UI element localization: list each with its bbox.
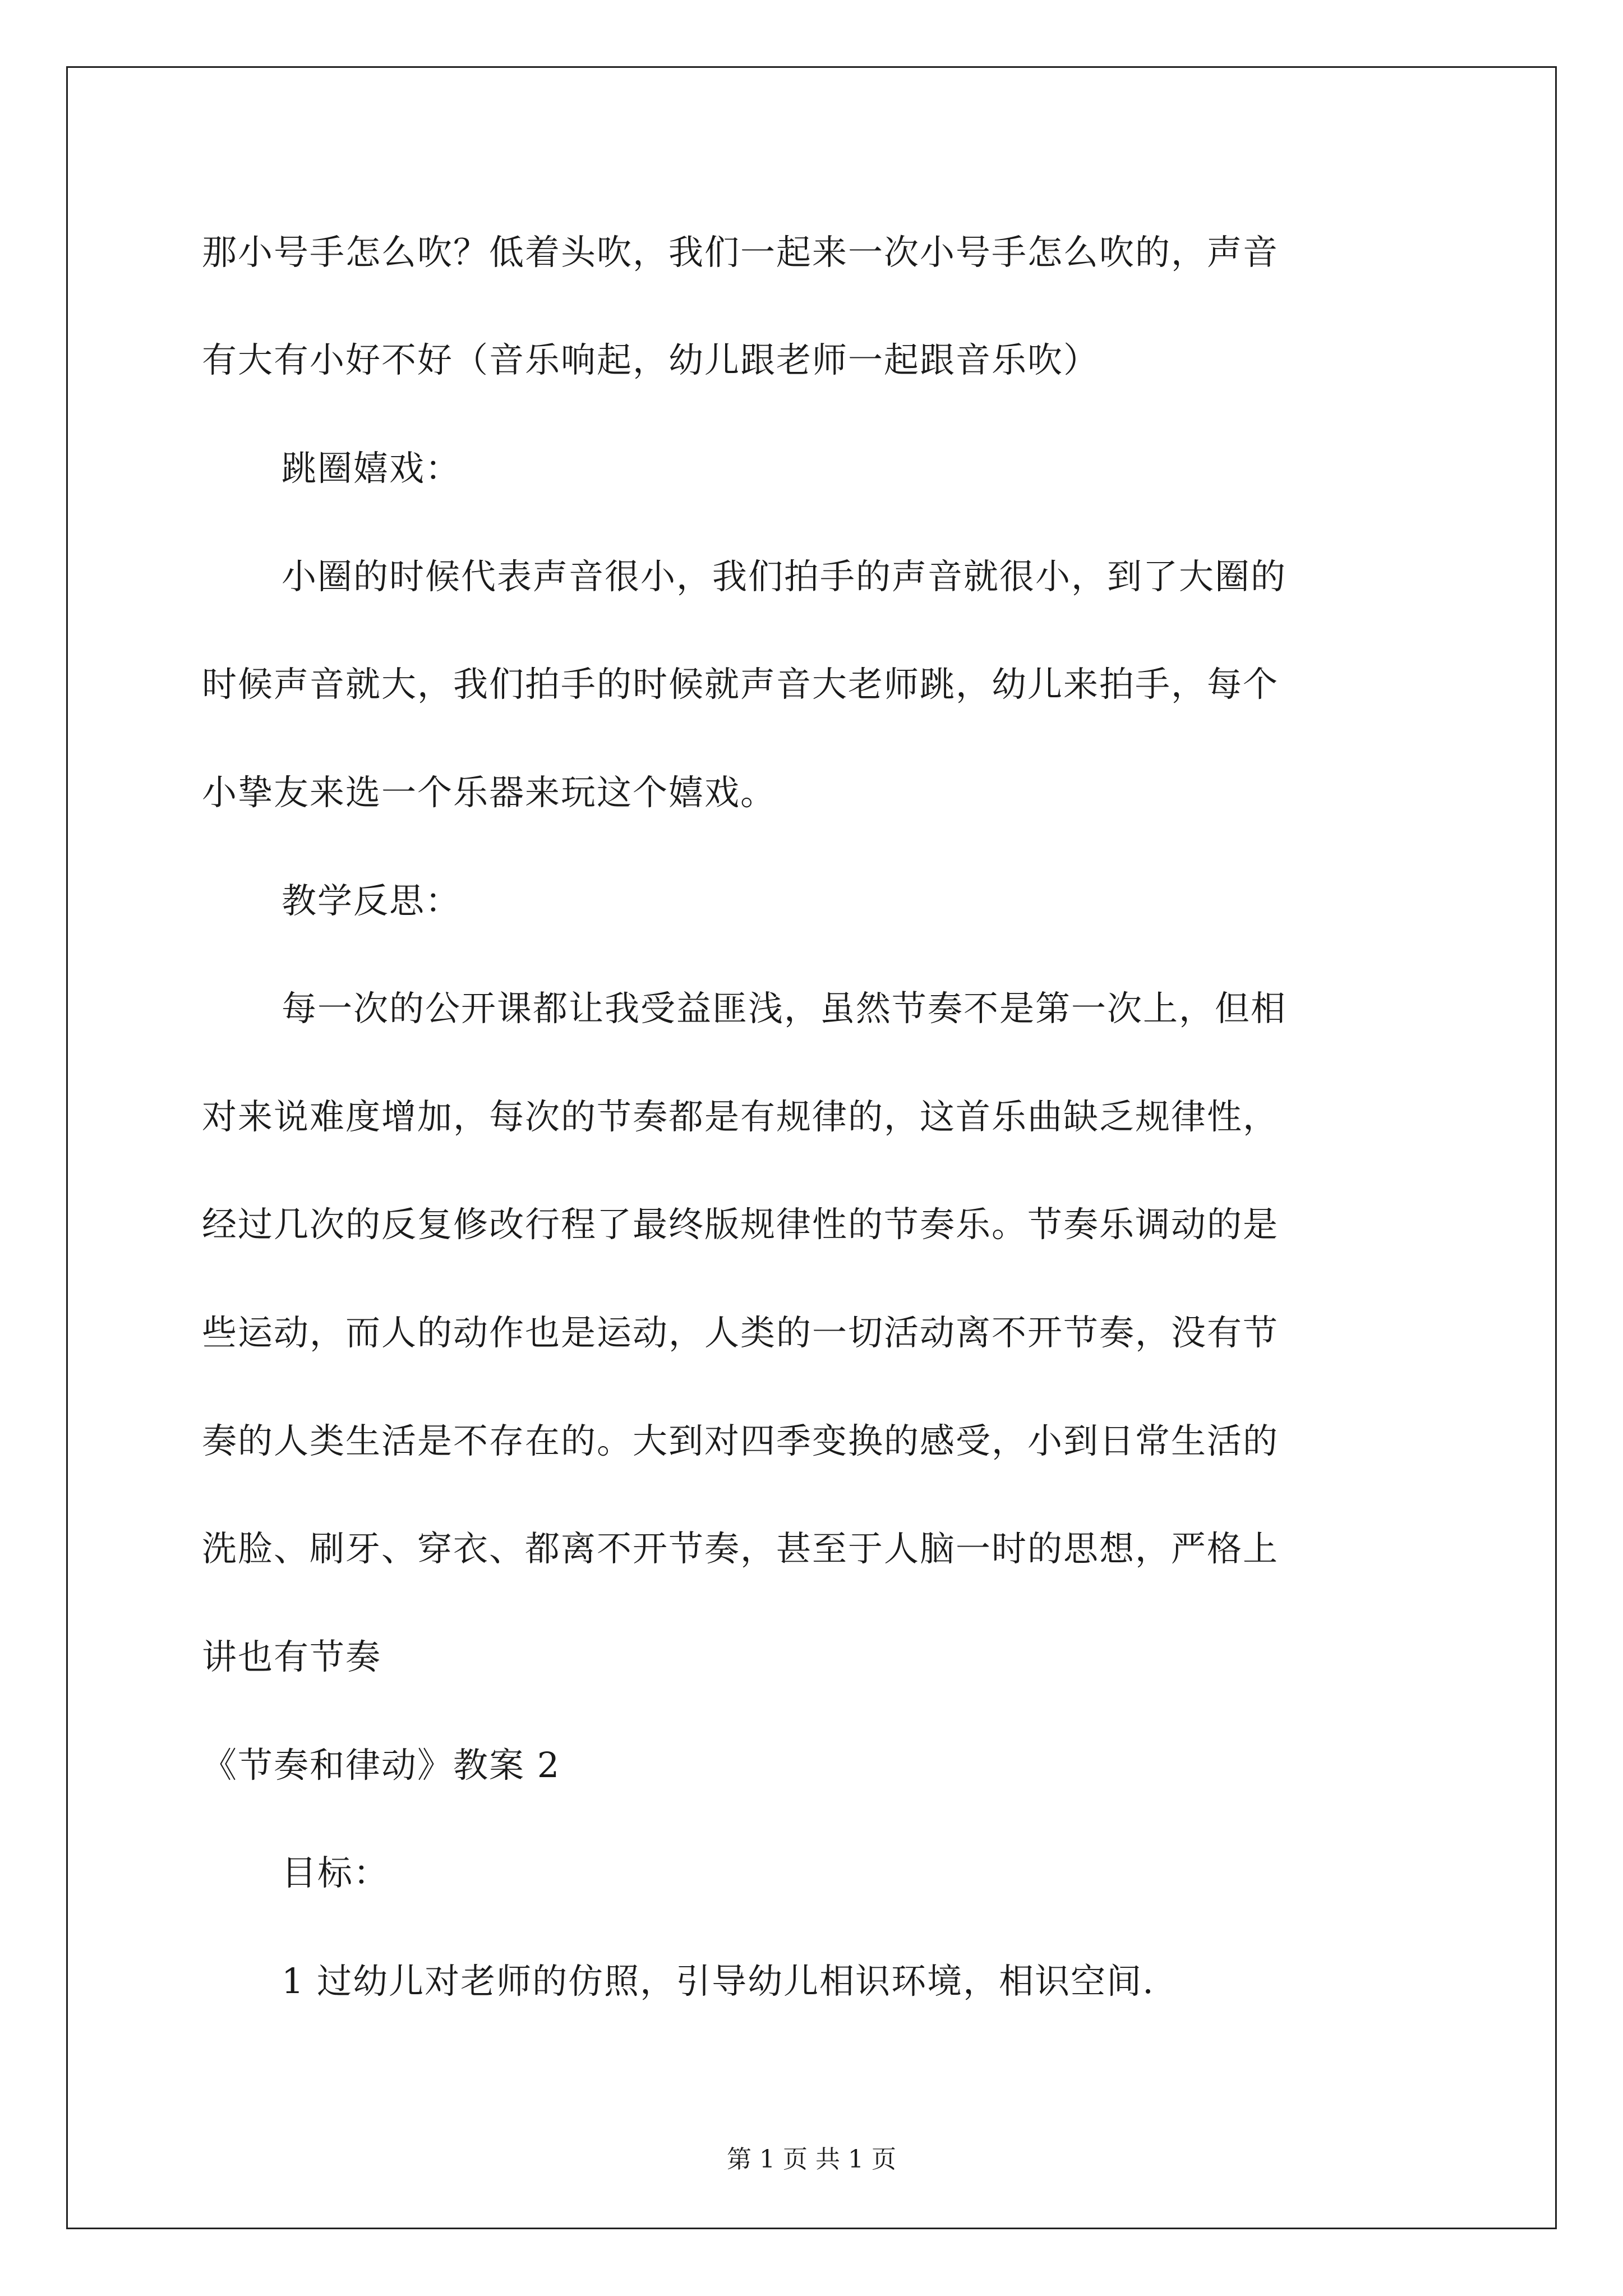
- page-border: [66, 66, 1557, 2229]
- text-line: 那小号手怎么吹？低着头吹，我们一起来一次小号手怎么吹的，声音: [202, 232, 1279, 273]
- text-line: 时候声音就大，我们拍手的时候就声音大老师跳，幼儿来拍手，每个: [202, 664, 1279, 705]
- text-line: 些运动，而人的动作也是运动，人类的一切活动离不开节奏，没有节: [202, 1312, 1279, 1353]
- text-line: 洗脸、刷牙、穿衣、都离不开节奏，甚至于人脑一时的思想，严格上: [202, 1528, 1279, 1569]
- text-line: 小圈的时候代表声音很小，我们拍手的声音就很小，到了大圈的: [282, 556, 1287, 597]
- text-line: 经过几次的反复修改行程了最终版规律性的节奏乐。节奏乐调动的是: [202, 1204, 1279, 1245]
- text-line: 奏的人类生活是不存在的。大到对四季变换的感受，小到日常生活的: [202, 1420, 1279, 1461]
- text-line: 小挚友来选一个乐器来玩这个嬉戏。: [202, 772, 777, 813]
- section-heading: 跳圈嬉戏：: [282, 448, 462, 489]
- text-line: 每一次的公开课都让我受益匪浅，虽然节奏不是第一次上，但相: [282, 988, 1287, 1029]
- text-line: 1 过幼儿对老师的仿照，引导幼儿相识环境，相识空间.: [282, 1961, 1155, 2001]
- page-number-footer: 第 1 页 共 1 页: [727, 2145, 896, 2174]
- text-line: 有大有小好不好（音乐响起，幼儿跟老师一起跟音乐吹）: [202, 339, 1100, 380]
- section-heading: 教学反思：: [282, 880, 462, 921]
- text-line: 对来说难度增加，每次的节奏都是有规律的，这首乐曲缺乏规律性，: [202, 1096, 1279, 1137]
- text-line: 讲也有节奏: [202, 1636, 382, 1677]
- section-heading: 目标：: [282, 1852, 390, 1893]
- lesson-title: 《节奏和律动》教案 2: [202, 1745, 561, 1786]
